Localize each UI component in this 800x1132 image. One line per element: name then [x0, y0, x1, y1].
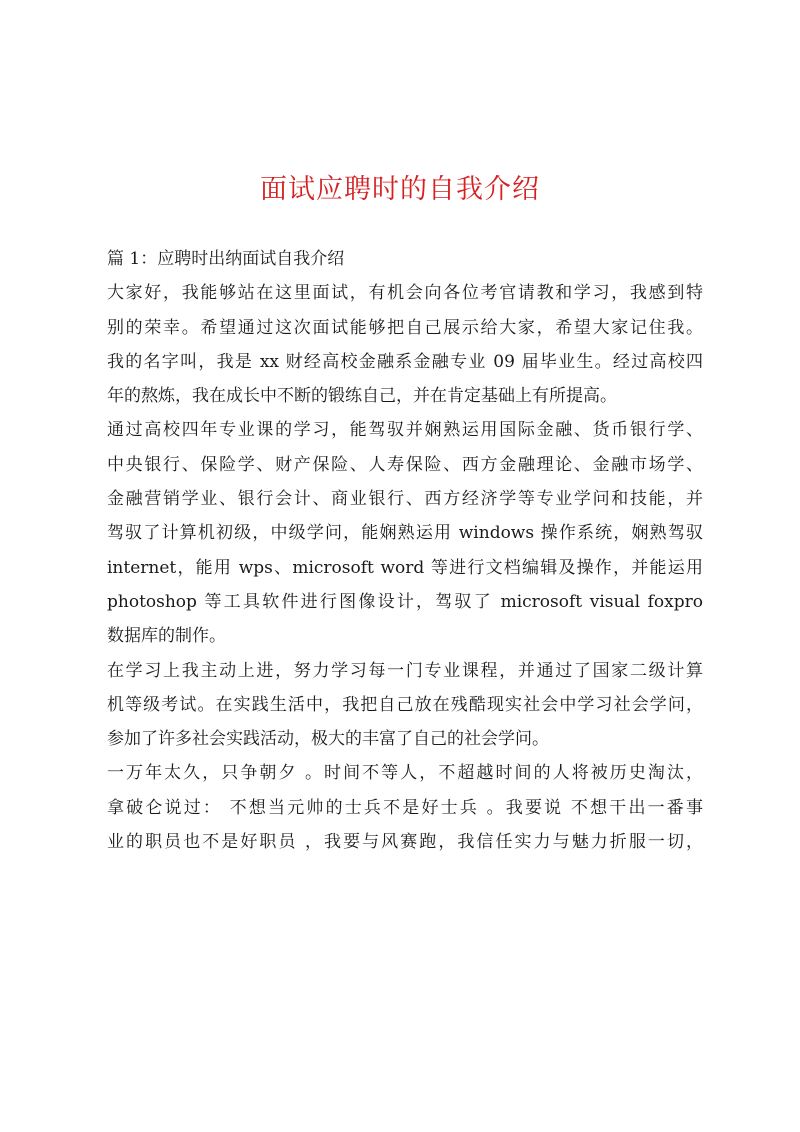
text-line: 参加了许多社会实践活动，极大的丰富了自己的社会学问。 — [107, 729, 549, 750]
text-line: 驾驭了计算机初级，中级学问，能娴熟运用 windows 操作系统，娴熟驾驭 — [107, 523, 703, 544]
text-line: 一万年太久，只争朝夕 。时间不等人，不超越时间的人将被历史淘汰， — [107, 763, 703, 784]
text-line: 我的名字叫，我是 xx 财经高校金融系金融专业 09 届毕业生。经过高校四 — [107, 351, 703, 372]
text-line: internet，能用 wps、microsoft word 等进行文档编辑及操作，并能运用 — [107, 557, 703, 578]
text-line: 业的职员也不是好职员 ，我要与风赛跑，我信任实力与魅力折服一切， — [107, 832, 703, 853]
text-line: 通过高校四年专业课的学习，能驾驭并娴熟运用国际金融、货币银行学、 — [107, 420, 703, 441]
text-line: photoshop 等工具软件进行图像设计，驾驭了 microsoft visual foxpro — [107, 591, 703, 612]
text-line: 金融营销学业、银行会计、商业银行、西方经济学等专业学问和技能，并 — [107, 489, 703, 510]
text-line: 大家好，我能够站在这里面试，有机会向各位考官请教和学习，我感到特 — [107, 283, 703, 304]
text-line: 年的熬炼，我在成长中不断的锻练自己，并在肯定基础上有所提高。 — [107, 386, 617, 407]
text-line: 机等级考试。在实践生活中，我把自己放在残酷现实社会中学习社会学问， — [107, 694, 703, 715]
document-title: 面试应聘时的自我介绍 — [260, 174, 540, 205]
text-line: 别的荣幸。希望通过这次面试能够把自己展示给大家，希望大家记住我。 — [107, 317, 703, 338]
document-body — [107, 242, 703, 859]
text-line: 篇 1：应聘时出纳面试自我介绍 — [107, 249, 345, 269]
text-line: 数据库的制作。 — [107, 626, 226, 647]
text-line: 在学习上我主动上进，努力学习每一门专业课程，并通过了国家二级计算 — [107, 660, 703, 681]
text-line: 中央银行、保险学、财产保险、人寿保险、西方金融理论、金融市场学、 — [107, 454, 703, 475]
text-line: 拿破仑说过： 不想当元帅的士兵不是好士兵 。我要说 不想干出一番事 — [107, 797, 703, 818]
